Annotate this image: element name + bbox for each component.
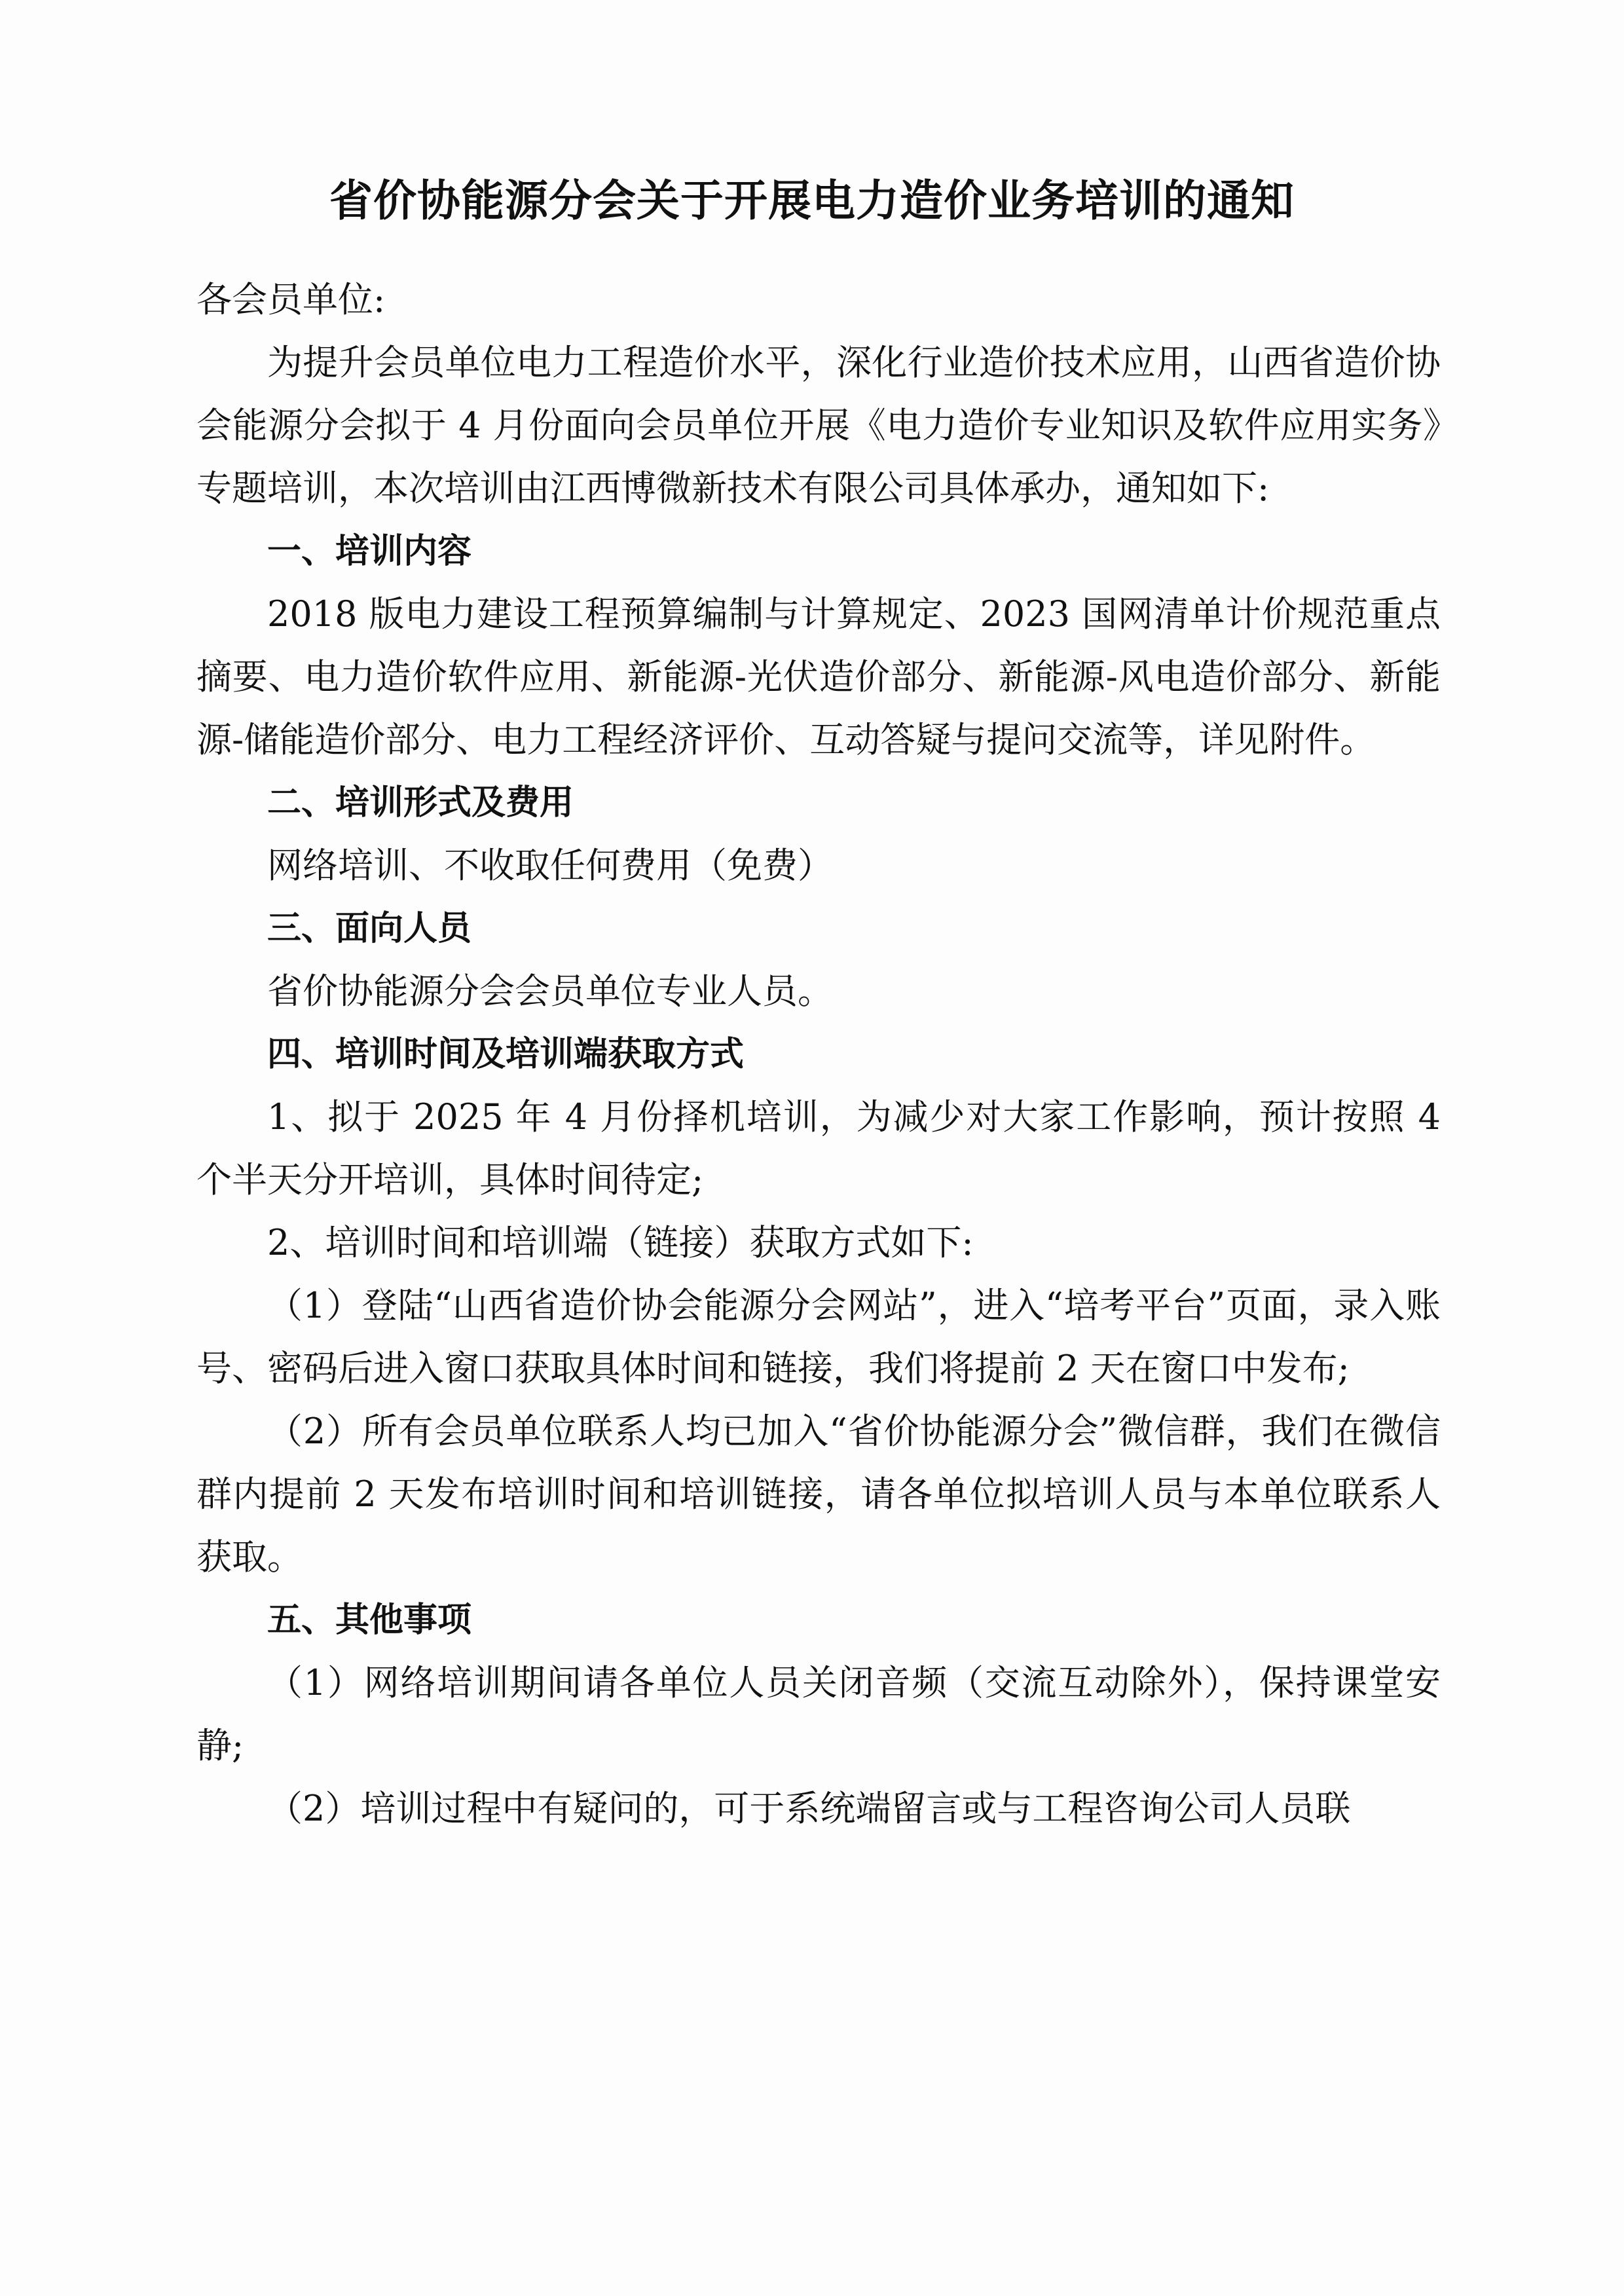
document-title: 省价协能源分会关于开展电力造价业务培训的通知 xyxy=(329,176,1295,226)
section-paragraph: 2、培训时间和培训端（链接）获取方式如下: xyxy=(267,1222,974,1263)
salutation: 各会员单位: xyxy=(196,279,386,320)
section-heading: 一、培训内容 xyxy=(267,532,472,571)
intro-paragraph: 为提升会员单位电力工程造价水平，深化行业造价技术应用，山西省造价协会能源分会拟于 4 月份面向会员单位开展《电力造价专业知识及软件应用实务》专题培训，本次培训由江西博微新技术有限公司具体承办，通知如下: xyxy=(196,342,1441,509)
section-paragraph: 1、拟于 2025 年 4 月份择机培训，为减少对大家工作影响，预计按照 4 个半天分开培训，具体时间待定; xyxy=(196,1096,1441,1200)
section-heading: 五、其他事项 xyxy=(267,1601,472,1640)
document-body xyxy=(196,268,1441,1840)
section-paragraph: 网络培训、不收取任何费用（免费） xyxy=(267,845,833,886)
section-heading: 四、培训时间及培训端获取方式 xyxy=(267,1035,745,1074)
section-paragraph: （1）登陆“山西省造价协会能源分会网站”，进入“培考平台”页面，录入账号、密码后进入窗口获取具体时间和链接，我们将提前 2 天在窗口中发布; xyxy=(196,1285,1441,1389)
section-paragraph: （2）所有会员单位联系人均已加入“省价协能源分会”微信群，我们在微信群内提前 2 天发布培训时间和培训链接，请各单位拟培训人员与本单位联系人获取。 xyxy=(196,1411,1441,1578)
section-paragraph: 2018 版电力建设工程预算编制与计算规定、2023 国网清单计价规范重点摘要、电力造价软件应用、新能源-光伏造价部分、新能源-风电造价部分、新能源-储能造价部分、电力工程经济评价、互动答疑与提问交流等，详见附件。 xyxy=(196,593,1441,760)
section-heading: 二、培训形式及费用 xyxy=(267,783,574,823)
section-paragraph: （1）网络培训期间请各单位人员关闭音频（交流互动除外），保持课堂安静; xyxy=(196,1662,1441,1766)
section-paragraph: 省价协能源分会会员单位专业人员。 xyxy=(267,971,833,1012)
section-paragraph: （2）培训过程中有疑问的，可于系统端留言或与工程咨询公司人员联 xyxy=(267,1788,1351,1829)
section-heading: 三、面向人员 xyxy=(267,909,472,948)
